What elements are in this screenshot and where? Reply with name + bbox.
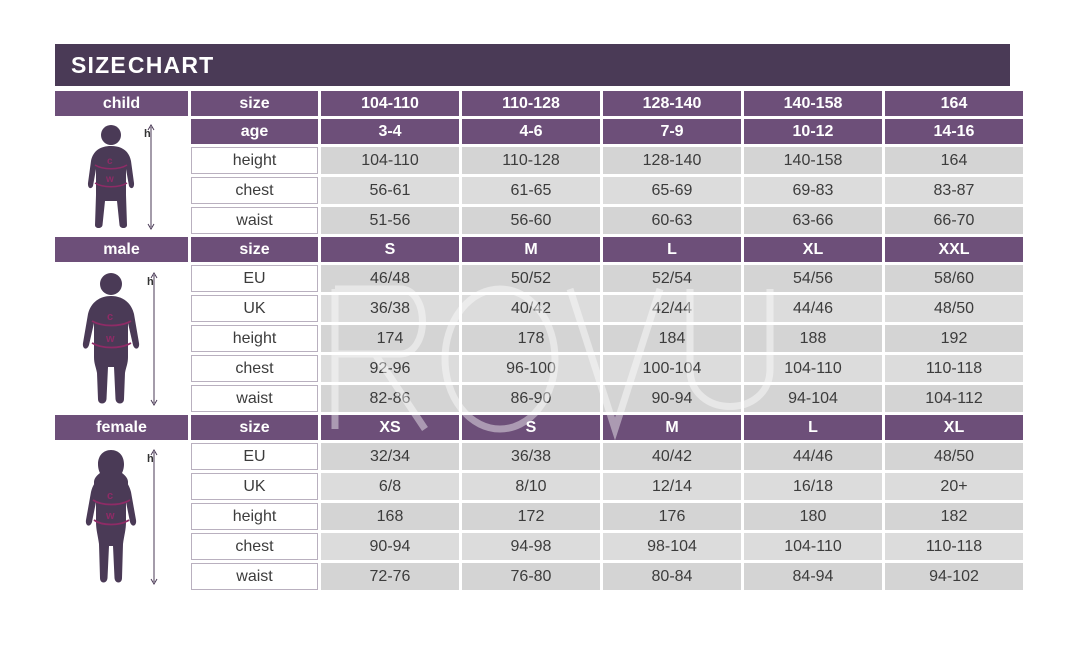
cell-value: 12/14 — [603, 473, 741, 500]
svg-text:c: c — [107, 489, 114, 502]
cell-value: 72-76 — [321, 563, 459, 590]
size-value: XL — [744, 237, 882, 262]
cell-value: 94-102 — [885, 563, 1023, 590]
cell-value: 90-94 — [321, 533, 459, 560]
table-row — [55, 473, 1023, 500]
age-value: 14-16 — [885, 119, 1023, 144]
row-header-size: size — [191, 415, 318, 440]
cell-value: 104-112 — [885, 385, 1023, 412]
cell-value: 174 — [321, 325, 459, 352]
row-label: height — [191, 147, 318, 174]
table-row — [55, 533, 1023, 560]
cell-value: 8/10 — [462, 473, 600, 500]
svg-text:c: c — [107, 310, 114, 323]
cell-value: 90-94 — [603, 385, 741, 412]
size-chart-table — [52, 88, 1026, 593]
table-row — [55, 503, 1023, 530]
size-value: XS — [321, 415, 459, 440]
size-value: 128-140 — [603, 91, 741, 116]
row-label: waist — [191, 563, 318, 590]
size-value: 110-128 — [462, 91, 600, 116]
size-value: XXL — [885, 237, 1023, 262]
page-title-chart: CHART — [127, 51, 215, 78]
table-row — [55, 385, 1023, 412]
cell-value: 86-90 — [462, 385, 600, 412]
cell-value: 44/46 — [744, 443, 882, 470]
cell-value: 168 — [321, 503, 459, 530]
cell-value: 65-69 — [603, 177, 741, 204]
size-value: S — [462, 415, 600, 440]
group-label-female: female — [55, 415, 188, 440]
row-header-size: size — [191, 91, 318, 116]
cell-value: 82-86 — [321, 385, 459, 412]
cell-value: 56-60 — [462, 207, 600, 234]
table-row — [55, 563, 1023, 590]
cell-value: 176 — [603, 503, 741, 530]
cell-value: 180 — [744, 503, 882, 530]
size-value: M — [603, 415, 741, 440]
cell-value: 36/38 — [462, 443, 600, 470]
cell-value: 48/50 — [885, 443, 1023, 470]
cell-value: 80-84 — [603, 563, 741, 590]
size-value: 104-110 — [321, 91, 459, 116]
size-value: 164 — [885, 91, 1023, 116]
row-label: chest — [191, 533, 318, 560]
cell-value: 44/46 — [744, 295, 882, 322]
row-label: waist — [191, 385, 318, 412]
row-header-age: age — [191, 119, 318, 144]
cell-value: 51-56 — [321, 207, 459, 234]
svg-text:w: w — [106, 332, 115, 345]
cell-value: 100-104 — [603, 355, 741, 382]
size-value: M — [462, 237, 600, 262]
row-header-size: size — [191, 237, 318, 262]
chart-title-bar — [55, 44, 1010, 86]
cell-value: 66-70 — [885, 207, 1023, 234]
table-row — [55, 207, 1023, 234]
svg-text:w: w — [106, 173, 114, 185]
svg-text:w: w — [106, 509, 115, 522]
table-row — [55, 415, 1023, 440]
cell-value: 184 — [603, 325, 741, 352]
cell-value: 40/42 — [603, 443, 741, 470]
cell-value: 188 — [744, 325, 882, 352]
age-value: 4-6 — [462, 119, 600, 144]
cell-value: 104-110 — [744, 533, 882, 560]
cell-value: 16/18 — [744, 473, 882, 500]
size-value: XL — [885, 415, 1023, 440]
cell-value: 178 — [462, 325, 600, 352]
row-label: EU — [191, 265, 318, 292]
cell-value: 63-66 — [744, 207, 882, 234]
age-value: 10-12 — [744, 119, 882, 144]
cell-value: 140-158 — [744, 147, 882, 174]
cell-value: 52/54 — [603, 265, 741, 292]
table-row — [55, 355, 1023, 382]
cell-value: 46/48 — [321, 265, 459, 292]
table-row — [55, 177, 1023, 204]
cell-value: 98-104 — [603, 533, 741, 560]
row-label: EU — [191, 443, 318, 470]
cell-value: 110-128 — [462, 147, 600, 174]
figure-female — [55, 443, 188, 590]
cell-value: 92-96 — [321, 355, 459, 382]
cell-value: 58/60 — [885, 265, 1023, 292]
age-value: 7-9 — [603, 119, 741, 144]
row-label: height — [191, 503, 318, 530]
cell-value: 110-118 — [885, 533, 1023, 560]
cell-value: 104-110 — [321, 147, 459, 174]
size-chart — [55, 44, 1010, 584]
cell-value: 172 — [462, 503, 600, 530]
table-row — [55, 265, 1023, 292]
cell-value: 56-61 — [321, 177, 459, 204]
row-label: UK — [191, 295, 318, 322]
size-value: S — [321, 237, 459, 262]
cell-value: 61-65 — [462, 177, 600, 204]
cell-value: 69-83 — [744, 177, 882, 204]
cell-value: 20+ — [885, 473, 1023, 500]
svg-text:c: c — [107, 155, 113, 167]
cell-value: 94-104 — [744, 385, 882, 412]
row-label: chest — [191, 355, 318, 382]
table-row — [55, 147, 1023, 174]
size-value: 140-158 — [744, 91, 882, 116]
cell-value: 50/52 — [462, 265, 600, 292]
svg-text:h: h — [147, 452, 154, 465]
size-value: L — [744, 415, 882, 440]
cell-value: 32/34 — [321, 443, 459, 470]
row-label: height — [191, 325, 318, 352]
cell-value: 84-94 — [744, 563, 882, 590]
group-label-male: male — [55, 237, 188, 262]
cell-value: 42/44 — [603, 295, 741, 322]
row-label: chest — [191, 177, 318, 204]
cell-value: 54/56 — [744, 265, 882, 292]
table-row — [55, 443, 1023, 470]
figure-male — [55, 265, 188, 412]
cell-value: 83-87 — [885, 177, 1023, 204]
cell-value: 40/42 — [462, 295, 600, 322]
table-row — [55, 295, 1023, 322]
cell-value: 104-110 — [744, 355, 882, 382]
table-row — [55, 119, 1023, 144]
table-row — [55, 91, 1023, 116]
table-row — [55, 237, 1023, 262]
size-value: L — [603, 237, 741, 262]
cell-value: 164 — [885, 147, 1023, 174]
cell-value: 76-80 — [462, 563, 600, 590]
svg-text:h: h — [147, 275, 154, 288]
cell-value: 6/8 — [321, 473, 459, 500]
figure-child — [55, 119, 188, 234]
cell-value: 96-100 — [462, 355, 600, 382]
marker-h: h — [144, 127, 151, 140]
cell-value: 36/38 — [321, 295, 459, 322]
cell-value: 128-140 — [603, 147, 741, 174]
cell-value: 110-118 — [885, 355, 1023, 382]
table-row — [55, 325, 1023, 352]
cell-value: 48/50 — [885, 295, 1023, 322]
row-label: waist — [191, 207, 318, 234]
group-label-child: child — [55, 91, 188, 116]
cell-value: 192 — [885, 325, 1023, 352]
cell-value: 182 — [885, 503, 1023, 530]
row-label: UK — [191, 473, 318, 500]
cell-value: 60-63 — [603, 207, 741, 234]
cell-value: 94-98 — [462, 533, 600, 560]
page-title-size: SIZE — [71, 51, 127, 78]
age-value: 3-4 — [321, 119, 459, 144]
